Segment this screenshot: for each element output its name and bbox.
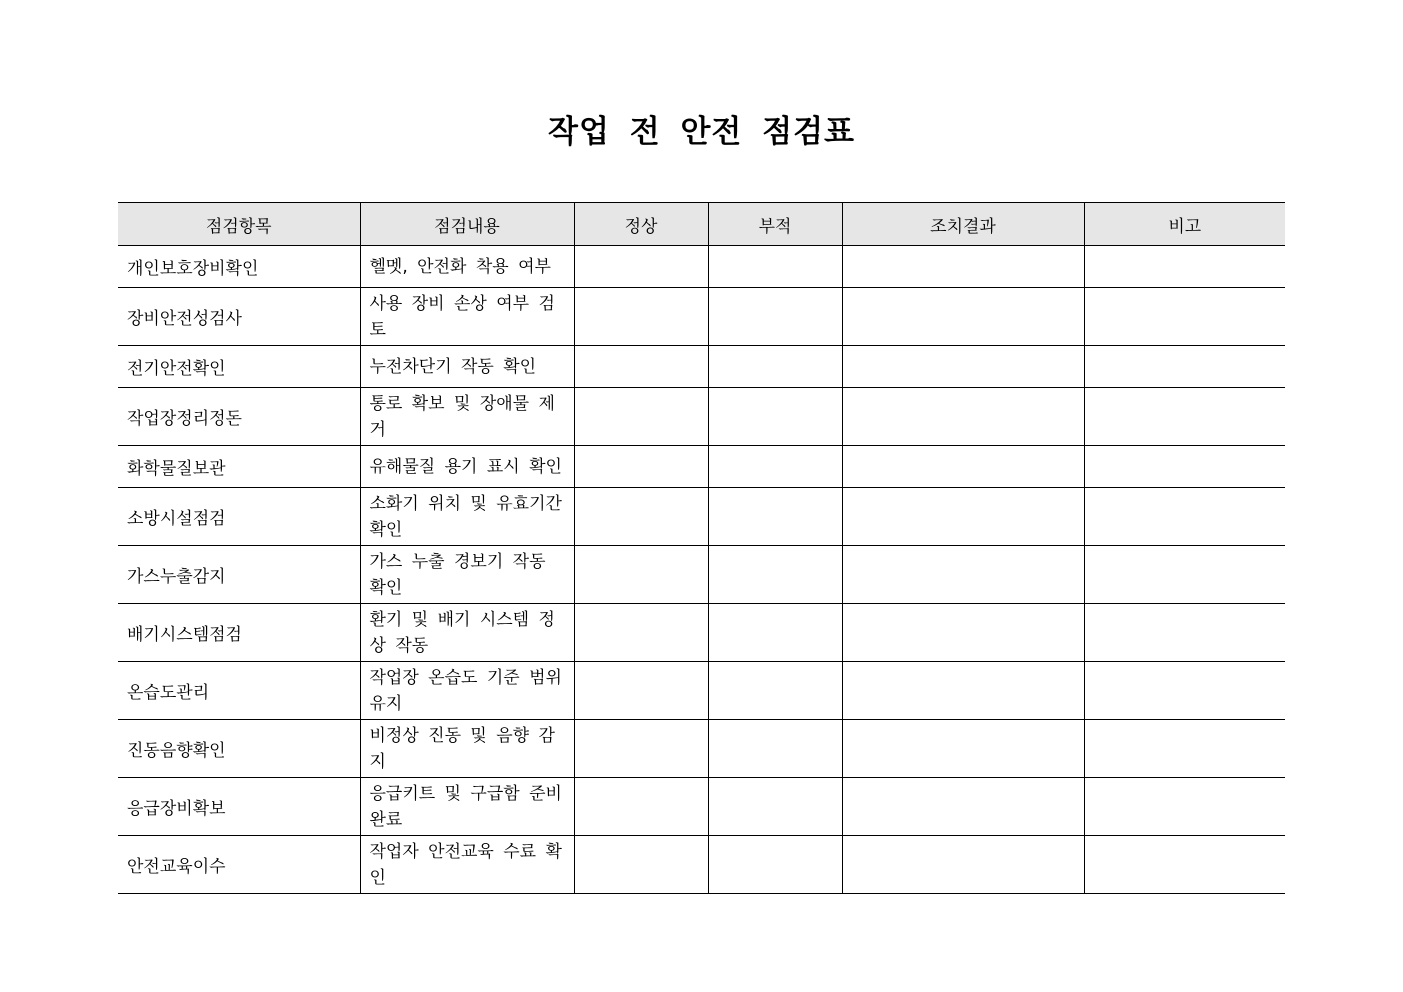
table-row <box>118 346 1285 388</box>
inspection-item-cell: 온습도관리 <box>118 662 360 720</box>
inspection-content-cell: 유해물질 용기 표시 확인 <box>360 446 574 488</box>
safety-checklist-table <box>118 202 1285 894</box>
header-inspection-content: 점검내용 <box>360 203 574 246</box>
inspection-item-cell: 소방시설점검 <box>118 488 360 546</box>
table-row <box>118 778 1285 836</box>
inspection-item-cell: 안전교육이수 <box>118 836 360 894</box>
remarks-cell[interactable] <box>1084 604 1285 662</box>
unsuitable-cell[interactable] <box>708 488 842 546</box>
action-result-cell[interactable] <box>842 836 1084 894</box>
inspection-content-cell: 응급키트 및 구급함 준비 완료 <box>360 778 574 836</box>
header-remarks: 비고 <box>1084 203 1285 246</box>
normal-cell[interactable] <box>574 836 708 894</box>
normal-cell[interactable] <box>574 346 708 388</box>
normal-cell[interactable] <box>574 720 708 778</box>
table-row <box>118 720 1285 778</box>
action-result-cell[interactable] <box>842 604 1084 662</box>
normal-cell[interactable] <box>574 288 708 346</box>
remarks-cell[interactable] <box>1084 546 1285 604</box>
normal-cell[interactable] <box>574 778 708 836</box>
unsuitable-cell[interactable] <box>708 446 842 488</box>
table-row <box>118 604 1285 662</box>
action-result-cell[interactable] <box>842 388 1084 446</box>
inspection-item-cell: 가스누출감지 <box>118 546 360 604</box>
header-inspection-item: 점검항목 <box>118 203 360 246</box>
normal-cell[interactable] <box>574 604 708 662</box>
inspection-content-cell: 사용 장비 손상 여부 검토 <box>360 288 574 346</box>
inspection-content-cell: 헬멧, 안전화 착용 여부 <box>360 246 574 288</box>
action-result-cell[interactable] <box>842 288 1084 346</box>
action-result-cell[interactable] <box>842 546 1084 604</box>
remarks-cell[interactable] <box>1084 388 1285 446</box>
inspection-item-cell: 화학물질보관 <box>118 446 360 488</box>
inspection-item-cell: 전기안전확인 <box>118 346 360 388</box>
table-row <box>118 246 1285 288</box>
table-row <box>118 836 1285 894</box>
action-result-cell[interactable] <box>842 246 1084 288</box>
inspection-content-cell: 작업자 안전교육 수료 확인 <box>360 836 574 894</box>
inspection-item-cell: 배기시스템점검 <box>118 604 360 662</box>
unsuitable-cell[interactable] <box>708 662 842 720</box>
unsuitable-cell[interactable] <box>708 836 842 894</box>
remarks-cell[interactable] <box>1084 288 1285 346</box>
inspection-content-cell: 통로 확보 및 장애물 제거 <box>360 388 574 446</box>
inspection-item-cell: 응급장비확보 <box>118 778 360 836</box>
remarks-cell[interactable] <box>1084 662 1285 720</box>
unsuitable-cell[interactable] <box>708 288 842 346</box>
action-result-cell[interactable] <box>842 778 1084 836</box>
normal-cell[interactable] <box>574 546 708 604</box>
unsuitable-cell[interactable] <box>708 246 842 288</box>
table-row <box>118 446 1285 488</box>
normal-cell[interactable] <box>574 488 708 546</box>
inspection-content-cell: 작업장 온습도 기준 범위 유지 <box>360 662 574 720</box>
table-body <box>118 246 1285 894</box>
unsuitable-cell[interactable] <box>708 346 842 388</box>
inspection-item-cell: 장비안전성검사 <box>118 288 360 346</box>
action-result-cell[interactable] <box>842 346 1084 388</box>
action-result-cell[interactable] <box>842 662 1084 720</box>
inspection-item-cell: 진동음향확인 <box>118 720 360 778</box>
normal-cell[interactable] <box>574 662 708 720</box>
header-normal: 정상 <box>574 203 708 246</box>
unsuitable-cell[interactable] <box>708 546 842 604</box>
inspection-content-cell: 가스 누출 경보기 작동 확인 <box>360 546 574 604</box>
table-row <box>118 488 1285 546</box>
remarks-cell[interactable] <box>1084 346 1285 388</box>
table-row <box>118 288 1285 346</box>
header-row <box>118 203 1285 246</box>
header-unsuitable: 부적 <box>708 203 842 246</box>
remarks-cell[interactable] <box>1084 446 1285 488</box>
unsuitable-cell[interactable] <box>708 720 842 778</box>
action-result-cell[interactable] <box>842 446 1084 488</box>
normal-cell[interactable] <box>574 446 708 488</box>
remarks-cell[interactable] <box>1084 836 1285 894</box>
action-result-cell[interactable] <box>842 720 1084 778</box>
header-action-result: 조치결과 <box>842 203 1084 246</box>
inspection-content-cell: 누전차단기 작동 확인 <box>360 346 574 388</box>
inspection-content-cell: 소화기 위치 및 유효기간 확인 <box>360 488 574 546</box>
remarks-cell[interactable] <box>1084 720 1285 778</box>
table-row <box>118 546 1285 604</box>
normal-cell[interactable] <box>574 246 708 288</box>
inspection-content-cell: 환기 및 배기 시스템 정상 작동 <box>360 604 574 662</box>
document-title: 작업 전 안전 점검표 <box>548 114 855 150</box>
unsuitable-cell[interactable] <box>708 604 842 662</box>
table-row <box>118 388 1285 446</box>
normal-cell[interactable] <box>574 388 708 446</box>
action-result-cell[interactable] <box>842 488 1084 546</box>
remarks-cell[interactable] <box>1084 778 1285 836</box>
remarks-cell[interactable] <box>1084 488 1285 546</box>
unsuitable-cell[interactable] <box>708 388 842 446</box>
inspection-item-cell: 작업장정리정돈 <box>118 388 360 446</box>
inspection-content-cell: 비정상 진동 및 음향 감지 <box>360 720 574 778</box>
unsuitable-cell[interactable] <box>708 778 842 836</box>
table-header <box>118 203 1285 246</box>
inspection-item-cell: 개인보호장비확인 <box>118 246 360 288</box>
table-row <box>118 662 1285 720</box>
remarks-cell[interactable] <box>1084 246 1285 288</box>
